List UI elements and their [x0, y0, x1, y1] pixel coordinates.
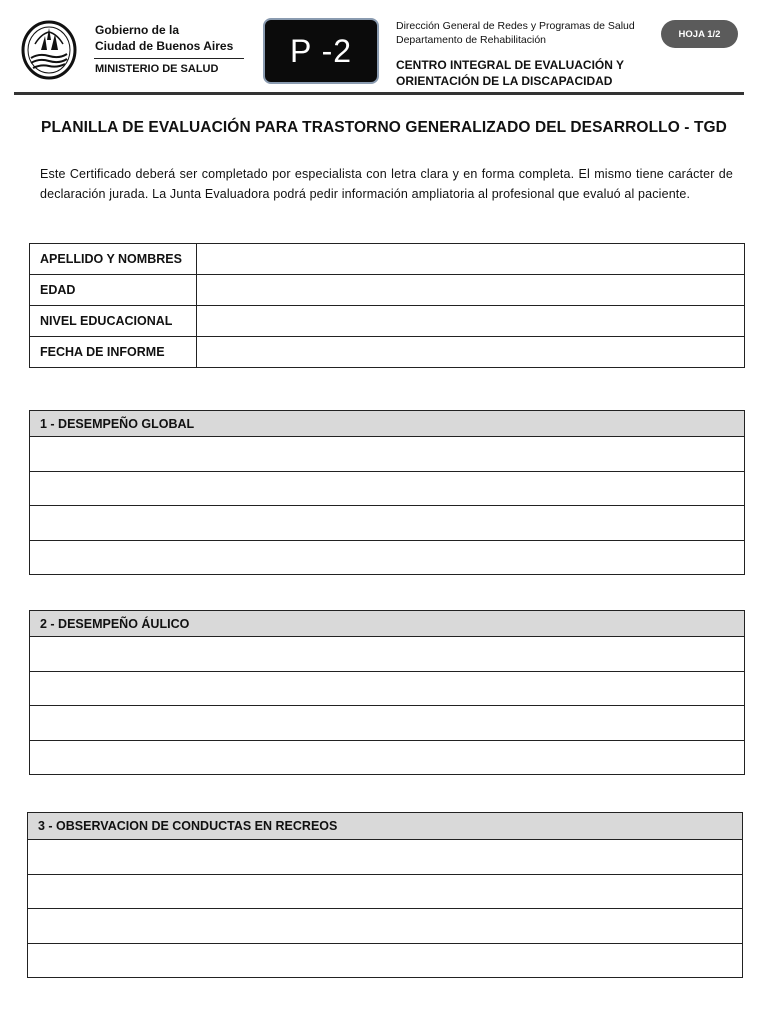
intro-paragraph: Este Certificado deberá ser completado por especialista con letra clara y en forma completa. El mismo tiene carácter de declaración jurada. La Junta Evaluadora podrá pedir información ampliatoria al profesional que evaluó al paciente. — [40, 167, 733, 201]
field-label: NIVEL EDUCACIONAL — [30, 306, 197, 337]
section-title: 3 - OBSERVACION DE CONDUCTAS EN RECREOS — [28, 813, 743, 840]
personal-row-age — [30, 275, 745, 306]
directorate-line2: Departamento de Rehabilitación — [396, 34, 547, 46]
center-name-line2: ORIENTACIÓN DE LA DISCAPACIDAD — [396, 74, 613, 88]
section-title: 2 - DESEMPEÑO ÁULICO — [30, 611, 745, 637]
city-shield-icon — [21, 20, 77, 80]
report-date-field[interactable] — [197, 337, 745, 368]
answer-line[interactable] — [30, 706, 745, 741]
personal-row-education — [30, 306, 745, 337]
sheet-number-badge: HOJA 1/2 — [661, 20, 738, 48]
answer-line[interactable] — [30, 506, 745, 541]
education-level-field[interactable] — [197, 306, 745, 337]
personal-data-table — [29, 243, 745, 368]
personal-row-name — [30, 244, 745, 275]
answer-line[interactable] — [30, 540, 745, 575]
personal-row-report-date — [30, 337, 745, 368]
form-code-box: P -2 — [263, 18, 379, 84]
section-classroom-performance — [29, 610, 745, 775]
answer-line[interactable] — [30, 471, 745, 506]
directorate-line1: Dirección General de Redes y Programas de Salud — [396, 20, 635, 32]
header-divider-small — [94, 58, 244, 59]
answer-line[interactable] — [28, 840, 743, 875]
name-field[interactable] — [197, 244, 745, 275]
field-label: EDAD — [30, 275, 197, 306]
government-name-line1: Gobierno de la — [95, 23, 180, 37]
header-divider — [14, 92, 744, 95]
answer-line[interactable] — [30, 740, 745, 775]
field-label: APELLIDO Y NOMBRES — [30, 244, 197, 275]
answer-line[interactable] — [30, 437, 745, 472]
age-field[interactable] — [197, 275, 745, 306]
ministry-name: MINISTERIO DE SALUD — [95, 63, 219, 75]
government-name-line2: Ciudad de Buenos Aires — [95, 39, 234, 53]
section-title: 1 - DESEMPEÑO GLOBAL — [30, 411, 745, 437]
answer-line[interactable] — [30, 637, 745, 672]
answer-line[interactable] — [28, 943, 743, 978]
section-global-performance — [29, 410, 745, 575]
answer-line[interactable] — [28, 909, 743, 944]
center-name-line1: CENTRO INTEGRAL DE EVALUACIÓN Y — [396, 58, 625, 72]
field-label: FECHA DE INFORME — [30, 337, 197, 368]
answer-line[interactable] — [30, 671, 745, 706]
form-title: PLANILLA DE EVALUACIÓN PARA TRASTORNO GENERALIZADO DEL DESARROLLO - TGD — [41, 119, 727, 136]
answer-line[interactable] — [28, 874, 743, 909]
section-recess-behavior — [27, 812, 743, 978]
